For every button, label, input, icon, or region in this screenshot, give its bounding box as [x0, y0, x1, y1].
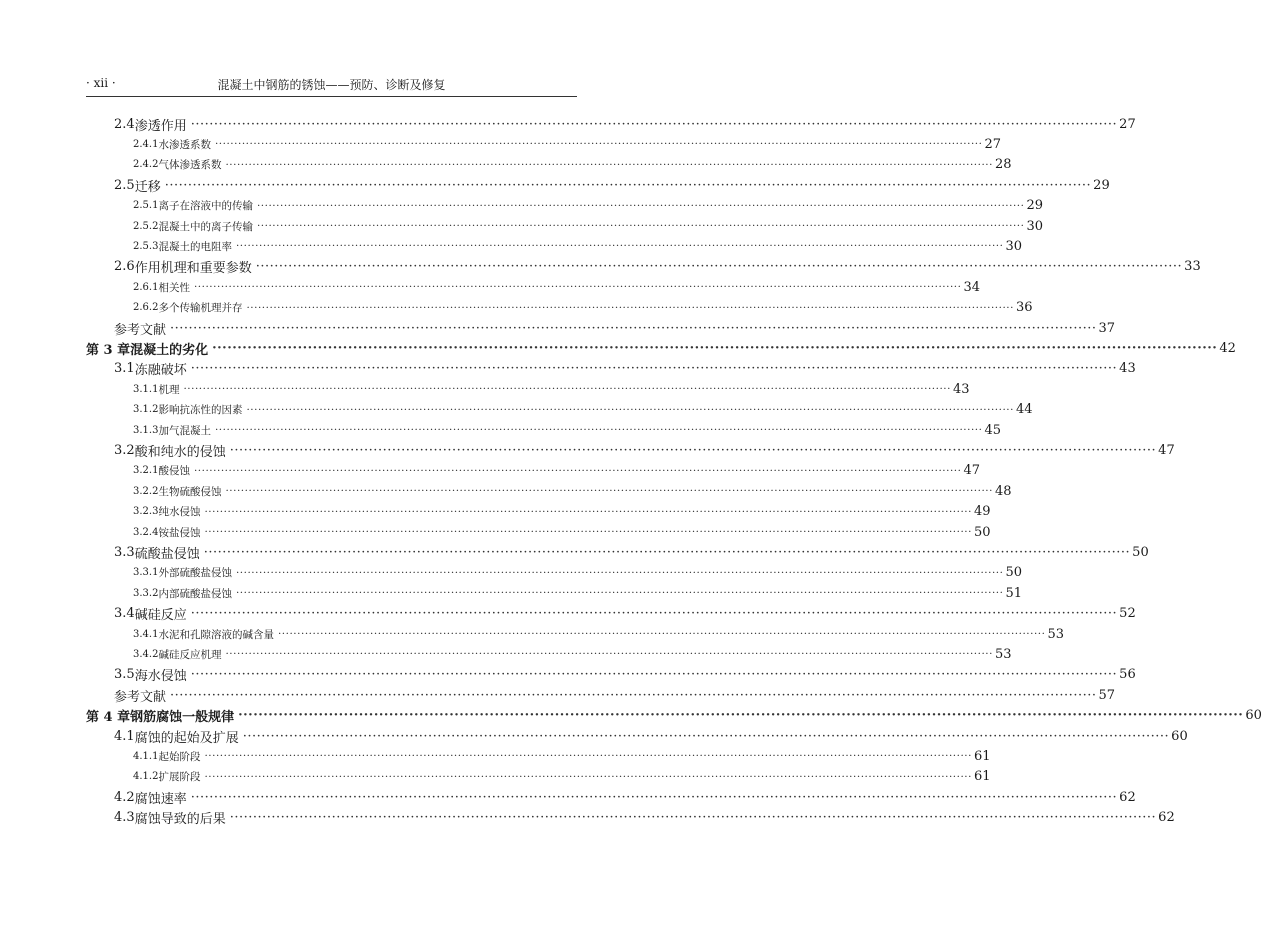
toc-entry-title: 混凝土的劣化	[130, 342, 209, 358]
toc-entry	[133, 767, 991, 787]
toc-entry-number: 4.3	[114, 810, 135, 826]
dot-leader: ········································································································································································································	[225, 648, 993, 661]
dot-leader: ········································································································································································································	[193, 281, 962, 294]
toc-entry-page: 42	[1219, 340, 1236, 356]
toc-entry	[86, 706, 1262, 726]
toc-entry-number: 4.1	[114, 728, 135, 744]
dot-leader: ········································································································································································································	[246, 301, 1014, 314]
dot-leader: ········································································································································································································	[190, 116, 1118, 132]
toc-entry	[86, 338, 1236, 358]
dot-leader: ········································································································································································································	[214, 424, 983, 436]
toc-entry-number: 3.1	[114, 361, 135, 377]
toc-entry-page: 50	[973, 524, 991, 540]
toc-entry-number: 3.4	[114, 606, 135, 622]
toc-entry	[114, 808, 1175, 828]
dot-leader: ········································································································································································································	[164, 177, 1092, 193]
toc-entry-number: 3.4.1	[133, 628, 159, 640]
toc-entry	[133, 379, 970, 399]
toc-entry-title: 冻融破坏	[134, 363, 187, 379]
dot-leader: ········································································································································································································	[229, 442, 1157, 458]
dot-leader: ········································································································································································································	[256, 220, 1025, 232]
toc-entry-page: 53	[994, 646, 1012, 662]
dot-leader: ········································································································································································································	[190, 789, 1118, 805]
toc-entry	[133, 563, 1023, 583]
toc-entry	[133, 746, 991, 766]
dot-leader: ········································································································································································································	[229, 810, 1157, 826]
toc-entry-title: 铵盐侵蚀	[158, 526, 201, 539]
toc-entry-page: 51	[1005, 585, 1023, 601]
dot-leader: ········································································································································································································	[204, 750, 972, 763]
toc-entry-title: 腐蚀的起始及扩展	[134, 730, 239, 746]
toc-entry-title: 混凝土的电阻率	[158, 240, 232, 253]
toc-entry-title: 相关性	[158, 281, 190, 294]
toc-entry-title: 内部硫酸盐侵蚀	[158, 587, 232, 600]
toc-entry-page: 27	[984, 136, 1002, 152]
toc-entry-number: 第 3 章	[86, 342, 131, 358]
toc-entry-page: 50	[1005, 565, 1023, 581]
toc-entry	[133, 236, 1023, 256]
toc-entry	[133, 624, 1065, 644]
toc-entry-page: 61	[973, 748, 991, 764]
toc-entry-page: 60	[1245, 708, 1262, 724]
toc-entry-number: 3.2.1	[133, 465, 159, 477]
toc-entry-number: 2.6.1	[133, 281, 159, 293]
toc-entry-number: 3.3	[114, 544, 135, 560]
dot-leader: ········································································································································································································	[225, 485, 993, 498]
toc-entry-title: 碱硅反应	[134, 608, 187, 624]
toc-entry-number: 2.5.2	[133, 220, 159, 232]
toc-entry-title: 海水侵蚀	[134, 669, 187, 685]
toc-entry	[133, 400, 1033, 420]
toc-entry	[114, 726, 1188, 746]
toc-entry-page: 28	[994, 157, 1012, 173]
toc-entry-title: 酸侵蚀	[158, 465, 190, 478]
toc-entry-number: 2.5.1	[133, 200, 159, 212]
toc-entry-page: 37	[1098, 320, 1116, 336]
toc-entry	[114, 359, 1136, 379]
dot-leader: ········································································································································································································	[225, 158, 993, 171]
toc-entry-number: 3.2.2	[133, 485, 159, 497]
toc-entry	[114, 114, 1136, 134]
toc-entry-title: 起始阶段	[158, 750, 201, 763]
toc-entry-title: 作用机理和重要参数	[134, 261, 252, 277]
toc-entry-page: 60	[1171, 728, 1188, 744]
toc-entry-number: 4.2	[114, 789, 135, 805]
toc-entry-page: 53	[1047, 626, 1065, 642]
page-number: · xii ·	[86, 76, 116, 90]
toc-entry-title: 参考文献	[114, 689, 167, 705]
toc-entry-number: 3.4.2	[133, 648, 159, 660]
toc-entry-title: 水泥和孔隙溶液的碱含量	[158, 628, 274, 641]
dot-leader: ········································································································································································································	[204, 505, 972, 518]
dot-leader: ········································································································································································································	[235, 240, 1004, 253]
toc-entry-page: 33	[1184, 259, 1201, 275]
dot-leader: ········································································································································································································	[255, 259, 1183, 275]
toc-entry	[133, 461, 981, 481]
dot-leader: ········································································································································································································	[193, 464, 962, 477]
dot-leader: ········································································································································································································	[212, 340, 1218, 356]
dot-leader: ········································································································································································································	[190, 606, 1118, 622]
toc-entry-number: 4.1.2	[133, 771, 159, 783]
toc-entry-title: 纯水侵蚀	[158, 506, 201, 519]
toc-entry-title: 水渗透系数	[158, 138, 211, 151]
toc-entry-title: 影响抗冻性的因素	[158, 404, 243, 417]
toc-entry-title: 生物硫酸侵蚀	[158, 485, 222, 498]
book-title: 混凝土中钢筋的锈蚀——预防、诊断及修复	[217, 78, 446, 92]
toc-entry-page: 30	[1026, 218, 1044, 234]
toc-entry	[133, 298, 1033, 318]
toc-entry-number: 3.3.2	[133, 587, 159, 599]
dot-leader: ········································································································································································································	[246, 403, 1014, 416]
toc-entry-page: 50	[1132, 544, 1149, 560]
toc-entry	[133, 583, 1023, 603]
toc-entry-number: 3.2	[114, 442, 135, 458]
toc-entry	[114, 175, 1110, 195]
dot-leader: ········································································································································································································	[170, 320, 1097, 336]
toc-entry-number: 3.1.1	[133, 383, 159, 395]
toc-entry-page: 43	[1119, 361, 1136, 377]
toc-entry	[114, 787, 1136, 807]
toc-entry-page: 62	[1119, 789, 1136, 805]
toc-entry	[133, 155, 1012, 175]
toc-entry-page: 45	[984, 422, 1002, 438]
toc-entry-number: 2.4.2	[133, 159, 159, 171]
toc-entry-title: 酸和纯水的侵蚀	[134, 444, 226, 460]
dot-leader: ········································································································································································································	[214, 138, 983, 151]
toc-entry-number: 2.4.1	[133, 138, 159, 150]
toc-entry-page: 27	[1119, 116, 1136, 132]
toc-entry	[114, 440, 1175, 460]
toc-entry	[133, 420, 1002, 440]
toc-entry	[114, 604, 1136, 624]
toc-entry	[114, 318, 1116, 338]
dot-leader: ········································································································································································································	[203, 544, 1131, 560]
toc-entry-title: 多个传输机理并存	[158, 302, 243, 315]
toc-entry-title: 碱硅反应机理	[158, 648, 222, 661]
toc-entry-number: 2.5	[114, 177, 135, 193]
toc-entry	[133, 522, 991, 542]
toc-entry-page: 47	[1158, 442, 1175, 458]
toc-entry-title: 外部硫酸盐侵蚀	[158, 567, 232, 580]
toc-entry-number: 3.1.3	[133, 424, 159, 436]
dot-leader: ········································································································································································································	[242, 728, 1170, 744]
toc-entry-title: 加气混凝土	[158, 424, 211, 437]
toc-entry-page: 34	[963, 279, 981, 295]
toc-entry-page: 57	[1098, 687, 1116, 703]
toc-entry	[133, 196, 1044, 216]
dot-leader: ········································································································································································································	[204, 770, 972, 783]
toc-entry-page: 44	[1015, 402, 1033, 418]
toc-entry-number: 第 4 章	[86, 710, 131, 726]
toc-entry-title: 硫酸盐侵蚀	[134, 546, 200, 562]
dot-leader: ········································································································································································································	[235, 566, 1004, 579]
toc-entry-title: 气体渗透系数	[158, 159, 222, 172]
toc-entry	[133, 644, 1012, 664]
toc-entry-page: 48	[994, 483, 1012, 499]
toc-entry	[114, 685, 1116, 705]
toc-entry	[133, 277, 981, 297]
toc-entry-page: 30	[1005, 238, 1023, 254]
toc-entry-number: 3.5	[114, 667, 135, 683]
dot-leader: ········································································································································································································	[277, 628, 1046, 640]
toc-entry	[114, 257, 1201, 277]
toc-entry-number: 3.2.4	[133, 526, 159, 538]
toc-entry-number: 4.1.1	[133, 750, 159, 762]
dot-leader: ········································································································································································································	[190, 667, 1118, 683]
toc-entry	[133, 134, 1002, 154]
toc-entry	[114, 542, 1149, 562]
toc-entry-number: 2.4	[114, 116, 135, 132]
toc-entry-page: 49	[973, 504, 991, 520]
dot-leader: ········································································································································································································	[256, 199, 1025, 212]
running-header	[86, 72, 577, 97]
toc-entry-page: 36	[1015, 300, 1033, 316]
toc-entry-page: 52	[1119, 606, 1136, 622]
toc-entry-page: 43	[952, 381, 970, 397]
toc-entry-title: 钢筋腐蚀一般规律	[130, 710, 235, 726]
toc-entry-title: 混凝土中的离子传输	[158, 220, 253, 233]
toc-entry-title: 迁移	[134, 179, 161, 195]
toc-entry-title: 渗透作用	[134, 118, 187, 134]
toc-entry-number: 2.6	[114, 259, 135, 275]
toc-entry	[133, 502, 991, 522]
dot-leader: ········································································································································································································	[238, 708, 1244, 724]
toc-entry-title: 腐蚀导致的后果	[134, 812, 226, 828]
toc-entry-title: 离子在溶液中的传输	[158, 200, 253, 213]
toc-entry-number: 3.2.3	[133, 506, 159, 518]
toc-entry-title: 参考文献	[114, 322, 167, 338]
dot-leader: ········································································································································································································	[235, 587, 1004, 600]
toc-entry-page: 56	[1119, 667, 1136, 683]
toc-entry-number: 2.5.3	[133, 240, 159, 252]
toc-entry	[114, 665, 1136, 685]
dot-leader: ········································································································································································································	[170, 687, 1097, 703]
toc-entry-page: 47	[963, 463, 981, 479]
toc-entry-number: 3.1.2	[133, 404, 159, 416]
dot-leader: ········································································································································································································	[204, 526, 972, 538]
dot-leader: ········································································································································································································	[190, 361, 1118, 377]
dot-leader: ········································································································································································································	[183, 383, 951, 396]
toc-entry	[133, 481, 1012, 501]
toc-entry-title: 扩展阶段	[158, 771, 201, 784]
toc-entry-number: 2.6.2	[133, 302, 159, 314]
toc-entry-number: 3.3.1	[133, 567, 159, 579]
toc-entry-page: 29	[1093, 177, 1110, 193]
toc-entry-page: 61	[973, 769, 991, 785]
toc-entry-title: 腐蚀速率	[134, 791, 187, 807]
toc-entry-page: 62	[1158, 810, 1175, 826]
toc-entry-title: 机理	[158, 383, 180, 396]
toc-entry	[133, 216, 1044, 236]
toc-entry-page: 29	[1026, 198, 1044, 214]
